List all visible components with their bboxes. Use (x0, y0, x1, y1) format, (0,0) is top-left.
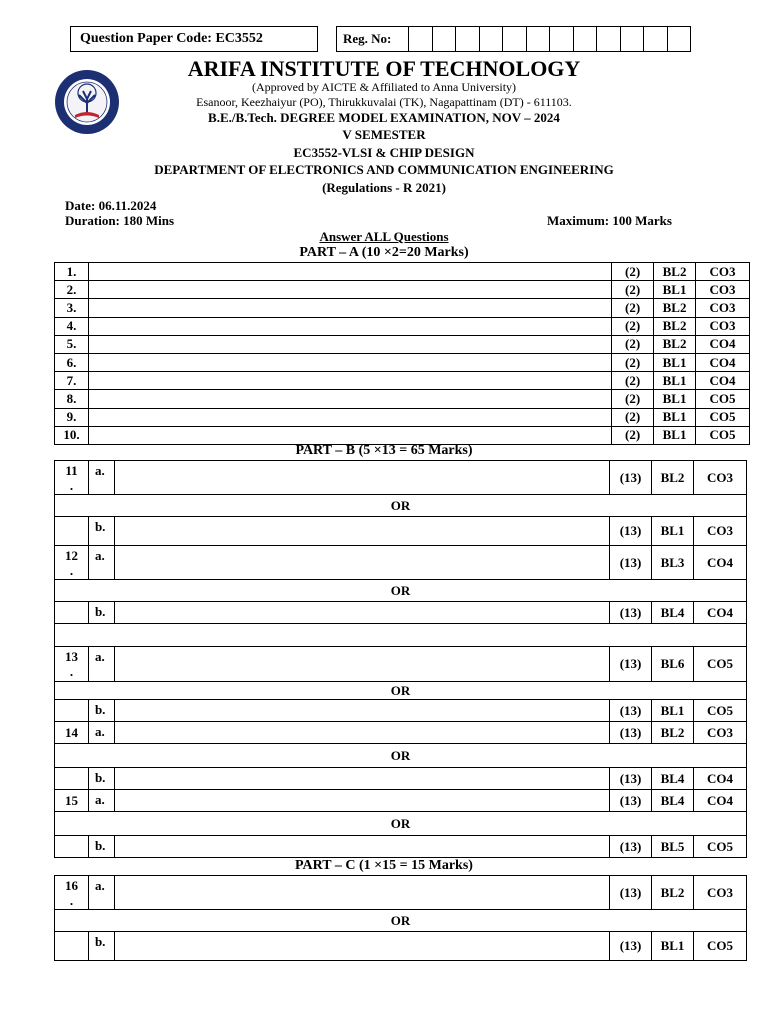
question-text-cell (88, 390, 611, 408)
marks: (13) (610, 647, 652, 682)
bloom-level: BL1 (652, 932, 694, 961)
bloom-level: BL1 (654, 390, 696, 408)
question-text-cell (114, 461, 609, 495)
table-row (55, 263, 750, 281)
question-number: 14 (55, 722, 89, 744)
table-row (55, 910, 747, 932)
course-outcome: CO4 (696, 372, 750, 390)
course-outcome: CO5 (694, 836, 747, 858)
sub-label: a. (88, 647, 114, 682)
reg-no-cell (526, 27, 550, 51)
question-text-cell (88, 299, 611, 317)
reg-no-cell (620, 27, 644, 51)
reg-no-cell (479, 27, 503, 51)
or-label: OR (55, 910, 747, 932)
question-text-cell (114, 768, 609, 790)
or-label: OR (55, 495, 747, 517)
question-number: 3. (55, 299, 89, 317)
marks: (13) (610, 876, 652, 910)
sub-label: b. (88, 517, 114, 546)
instruction: Answer ALL Questions (319, 229, 449, 244)
approval-line: (Approved by AICTE & Affiliated to Anna University) (251, 80, 517, 94)
bloom-level: BL1 (654, 408, 696, 426)
or-label: OR (55, 682, 747, 700)
marks: (2) (612, 390, 654, 408)
table-row (55, 495, 747, 517)
course-outcome: CO3 (694, 876, 747, 910)
bloom-level: BL1 (652, 700, 694, 722)
question-number: 4. (55, 317, 89, 335)
question-text-cell (88, 263, 611, 281)
question-text-cell (114, 722, 609, 744)
table-row (55, 317, 750, 335)
reg-no-cell (596, 27, 620, 51)
course-outcome: CO3 (696, 263, 750, 281)
max-marks: Maximum: 100 Marks (547, 213, 672, 228)
course-outcome: CO5 (694, 647, 747, 682)
table-row (55, 390, 750, 408)
marks: (2) (612, 281, 654, 299)
course-outcome: CO3 (696, 299, 750, 317)
marks: (2) (612, 335, 654, 353)
part-a-title: PART – A (10 ×2=20 Marks) (299, 245, 469, 260)
part-b-title: PART – B (5 ×13 = 65 Marks) (295, 443, 473, 458)
marks: (13) (610, 700, 652, 722)
bloom-level: BL2 (654, 317, 696, 335)
question-number (55, 517, 89, 546)
exam-duration: Duration: 180 Mins (65, 213, 175, 228)
bloom-level: BL5 (652, 836, 694, 858)
part-b-table (54, 460, 747, 858)
marks: (2) (612, 299, 654, 317)
question-number: 13 . (55, 647, 89, 682)
sub-label: a. (88, 461, 114, 495)
marks: (13) (610, 932, 652, 961)
table-row (55, 836, 747, 858)
course-outcome: CO3 (696, 317, 750, 335)
marks: (13) (610, 602, 652, 624)
sub-label: a. (88, 546, 114, 580)
reg-no-cell (643, 27, 667, 51)
question-number: 12 . (55, 546, 89, 580)
marks: (2) (612, 317, 654, 335)
question-number: 2. (55, 281, 89, 299)
sub-label: b. (88, 602, 114, 624)
reg-no-label: Reg. No: (343, 31, 392, 46)
marks: (2) (612, 426, 654, 444)
table-row (55, 335, 750, 353)
table-row (55, 744, 747, 768)
marks: (13) (610, 768, 652, 790)
subject: EC3552-VLSI & CHIP DESIGN (293, 145, 475, 160)
question-text-cell (88, 353, 611, 371)
table-row (55, 682, 747, 700)
question-number (55, 836, 89, 858)
bloom-level: BL1 (654, 281, 696, 299)
question-number: 7. (55, 372, 89, 390)
exam-date: Date: 06.11.2024 (65, 198, 157, 213)
table-row (55, 812, 747, 836)
table-row (55, 461, 747, 495)
or-label: OR (55, 812, 747, 836)
marks: (2) (612, 263, 654, 281)
marks: (13) (610, 546, 652, 580)
course-outcome: CO4 (694, 768, 747, 790)
bloom-level: BL3 (652, 546, 694, 580)
marks: (13) (610, 790, 652, 812)
question-text-cell (88, 335, 611, 353)
course-outcome: CO5 (694, 700, 747, 722)
question-number: 15 (55, 790, 89, 812)
sub-label: a. (88, 790, 114, 812)
question-text-cell (88, 281, 611, 299)
question-number (55, 768, 89, 790)
course-outcome: CO4 (694, 602, 747, 624)
question-number: 10. (55, 426, 89, 444)
bloom-level: BL2 (652, 876, 694, 910)
question-paper-code-box (70, 26, 318, 52)
course-outcome: CO3 (696, 281, 750, 299)
sub-label: b. (88, 768, 114, 790)
table-row (55, 517, 747, 546)
question-text-cell (88, 317, 611, 335)
question-text-cell (114, 932, 609, 961)
bloom-level: BL4 (652, 602, 694, 624)
bloom-level: BL4 (652, 790, 694, 812)
question-text-cell (114, 546, 609, 580)
or-label: OR (55, 580, 747, 602)
question-number: 9. (55, 408, 89, 426)
course-outcome: CO3 (694, 722, 747, 744)
question-text-cell (88, 426, 611, 444)
question-paper-code: Question Paper Code: EC3552 (80, 31, 263, 46)
bloom-level: BL1 (654, 372, 696, 390)
table-row (55, 408, 750, 426)
course-outcome: CO5 (694, 932, 747, 961)
reg-no-cell (455, 27, 479, 51)
table-row (55, 768, 747, 790)
marks: (2) (612, 408, 654, 426)
reg-no-cell (667, 27, 691, 51)
table-row (55, 722, 747, 744)
table-row (55, 624, 747, 647)
bloom-level: BL2 (652, 722, 694, 744)
question-text-cell (114, 647, 609, 682)
part-c-title: PART – C (1 ×15 = 15 Marks) (295, 858, 473, 873)
question-text-cell (114, 700, 609, 722)
table-row (55, 281, 750, 299)
institute-name: ARIFA INSTITUTE OF TECHNOLOGY (187, 56, 581, 81)
semester: V SEMESTER (342, 127, 426, 142)
table-row (55, 580, 747, 602)
course-outcome: CO3 (694, 517, 747, 546)
reg-no-cell (502, 27, 526, 51)
question-text-cell (114, 790, 609, 812)
question-number: 8. (55, 390, 89, 408)
reg-no-cell (573, 27, 597, 51)
department: DEPARTMENT OF ELECTRONICS AND COMMUNICATION ENGINEERING (154, 162, 614, 177)
question-text-cell (114, 836, 609, 858)
course-outcome: CO4 (694, 546, 747, 580)
question-text-cell (88, 408, 611, 426)
question-number (55, 932, 89, 961)
table-row (55, 546, 747, 580)
sub-label: a. (88, 876, 114, 910)
marks: (13) (610, 836, 652, 858)
table-row (55, 876, 747, 910)
regulations: (Regulations - R 2021) (322, 180, 446, 195)
reg-no-box (336, 26, 691, 52)
bloom-level: BL1 (654, 353, 696, 371)
table-row (55, 700, 747, 722)
bloom-level: BL2 (654, 263, 696, 281)
marks: (2) (612, 372, 654, 390)
question-number (55, 602, 89, 624)
course-outcome: CO3 (694, 461, 747, 495)
question-text-cell (114, 602, 609, 624)
bloom-level: BL2 (654, 335, 696, 353)
table-row (55, 372, 750, 390)
course-outcome: CO5 (696, 408, 750, 426)
question-number (55, 700, 89, 722)
question-number: 5. (55, 335, 89, 353)
spacer-row (55, 624, 747, 647)
or-label: OR (55, 744, 747, 768)
bloom-level: BL2 (654, 299, 696, 317)
table-row (55, 932, 747, 961)
question-number: 11 . (55, 461, 89, 495)
marks: (2) (612, 353, 654, 371)
question-text-cell (114, 876, 609, 910)
question-number: 1. (55, 263, 89, 281)
reg-no-cell (549, 27, 573, 51)
table-row (55, 647, 747, 682)
course-outcome: CO4 (696, 335, 750, 353)
reg-no-cell (432, 27, 456, 51)
marks: (13) (610, 722, 652, 744)
bloom-level: BL2 (652, 461, 694, 495)
sub-label: b. (88, 836, 114, 858)
question-number: 6. (55, 353, 89, 371)
sub-label: a. (88, 722, 114, 744)
bloom-level: BL1 (652, 517, 694, 546)
part-a-table (54, 262, 750, 445)
table-row (55, 602, 747, 624)
table-row (55, 299, 750, 317)
course-outcome: CO4 (696, 353, 750, 371)
exam-title: B.E./B.Tech. DEGREE MODEL EXAMINATION, NOV – 2024 (208, 110, 560, 125)
sub-label: b. (88, 932, 114, 961)
table-row (55, 426, 750, 444)
marks: (13) (610, 517, 652, 546)
sub-label: b. (88, 700, 114, 722)
course-outcome: CO4 (694, 790, 747, 812)
address-line: Esanoor, Keezhaiyur (PO), Thirukkuvalai (TK), Nagapattinam (DT) - 611103. (196, 95, 572, 109)
question-text-cell (114, 517, 609, 546)
bloom-level: BL1 (654, 426, 696, 444)
course-outcome: CO5 (696, 426, 750, 444)
course-outcome: CO5 (696, 390, 750, 408)
question-number: 16 . (55, 876, 89, 910)
table-row (55, 353, 750, 371)
marks: (13) (610, 461, 652, 495)
table-row (55, 790, 747, 812)
question-text-cell (88, 372, 611, 390)
bloom-level: BL4 (652, 768, 694, 790)
bloom-level: BL6 (652, 647, 694, 682)
part-c-table (54, 875, 747, 961)
reg-no-cell (408, 27, 432, 51)
